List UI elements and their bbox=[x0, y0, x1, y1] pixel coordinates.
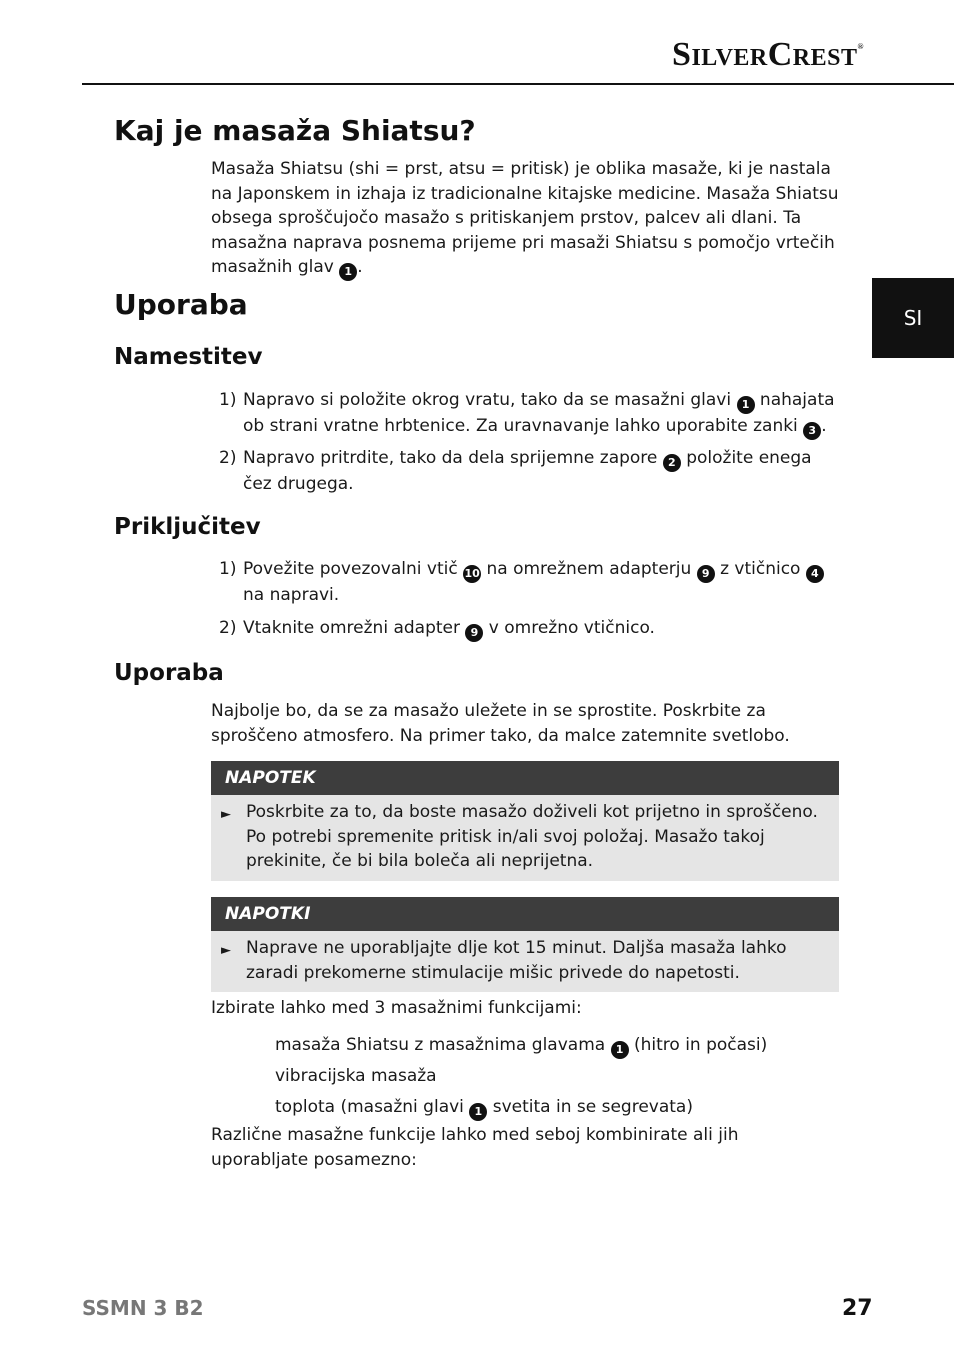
subsection-title-prikljucitev: Priključitev bbox=[114, 514, 261, 540]
bullet-arrow-icon: ► bbox=[221, 807, 231, 822]
list-item: 1) Napravo si položite okrog vratu, tako da se masažni glavi 1 nahajata ob strani vratne hrbtenice. Za uravnavanje lahko uporabite zanki 3 . bbox=[211, 388, 839, 440]
note-heading: NAPOTEK bbox=[211, 761, 839, 795]
ref-badge: 10 bbox=[463, 565, 481, 583]
language-tab: SI bbox=[872, 278, 954, 358]
shiatsu-paragraph: Masaža Shiatsu (shi = prst, atsu = pritisk) je oblika masaže, ki je nastala na Japonskem in izhaja iz tradicionalne kitajske medicine. Masaža Shiatsu obsega sproščujočo masažo s pritiskanjem prstov, palcev ali dlani. Ta masažna naprava posnema prijeme pri masaži Shiatsu s pomočjo vrtečih masažnih glav 1 . bbox=[211, 157, 839, 281]
ref-badge: 9 bbox=[697, 565, 715, 583]
ref-badge: 1 bbox=[339, 263, 357, 281]
subsection-title-namestitev: Namestitev bbox=[114, 344, 263, 370]
function-item: vibracijska masaža bbox=[275, 1066, 437, 1086]
brand-logo: SilverCrest® bbox=[672, 36, 864, 73]
ref-badge: 3 bbox=[803, 422, 821, 440]
header-rule bbox=[82, 83, 954, 85]
ref-badge: 4 bbox=[806, 565, 824, 583]
footer-model: SSMN 3 B2 bbox=[82, 1296, 204, 1320]
ref-badge: 1 bbox=[611, 1041, 629, 1059]
list-item: 2) Napravo pritrdite, tako da dela sprijemne zapore 2 položite enega čez drugega. bbox=[219, 448, 812, 494]
note-text: Naprave ne uporabljajte dlje kot 15 minut. Daljša masaža lahko zaradi prekomerne stimulacije mišic privede do napetosti. bbox=[246, 938, 787, 983]
ref-badge: 1 bbox=[469, 1103, 487, 1121]
section-title-uporaba: Uporaba bbox=[114, 288, 248, 321]
bullet-arrow-icon: ► bbox=[221, 943, 231, 958]
functions-intro: Izbirate lahko med 3 masažnimi funkcijami: bbox=[211, 998, 582, 1018]
section-title-shiatsu: Kaj je masaža Shiatsu? bbox=[114, 114, 476, 147]
ref-badge: 1 bbox=[737, 396, 755, 414]
note-heading: NAPOTKI bbox=[211, 897, 839, 931]
function-item: toplota (masažni glavi 1 svetita in se segrevata) bbox=[275, 1095, 835, 1121]
note-box bbox=[211, 897, 839, 992]
list-item: 1) Povežite povezovalni vtič 10 na omrežnem adapterju 9 z vtičnico 4 na napravi. bbox=[211, 557, 839, 608]
ref-badge: 9 bbox=[465, 624, 483, 642]
page-number: 27 bbox=[842, 1296, 873, 1321]
subsection-title-uporaba: Uporaba bbox=[114, 660, 224, 686]
ref-badge: 2 bbox=[663, 454, 681, 472]
note-text: Poskrbite za to, da boste masažo doživeli kot prijetno in sproščeno. Po potrebi spremenite pritisk in/ali svoj položaj. Masažo takoj prekinite, če bi bila boleča ali neprijetna. bbox=[246, 802, 818, 871]
functions-outro: Različne masažne funkcije lahko med seboj kombinirate ali jih uporabljate posamezno: bbox=[211, 1125, 739, 1170]
note-box bbox=[211, 761, 839, 881]
list-item: 2) Vtaknite omrežni adapter 9 v omrežno vtičnico. bbox=[211, 616, 839, 642]
function-item: masaža Shiatsu z masažnima glavama 1 (hitro in počasi) bbox=[275, 1033, 835, 1059]
uporaba-paragraph: Najbolje bo, da se za masažo uležete in se sprostite. Poskrbite za sproščeno atmosfero. Na primer tako, da malce zatemnite svetlobo. bbox=[211, 701, 790, 746]
